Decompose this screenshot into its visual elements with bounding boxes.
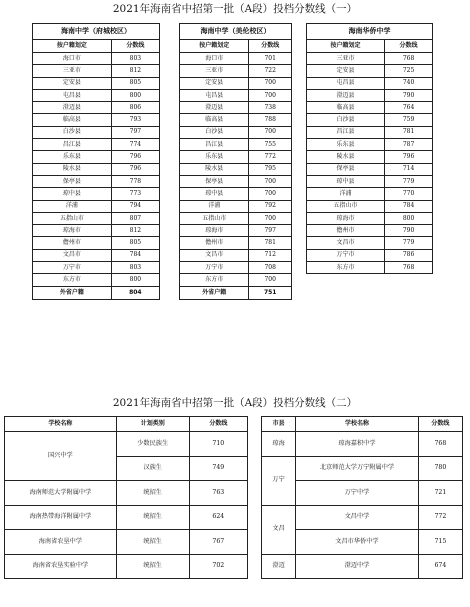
region-cell: 洋浦 [180, 200, 249, 212]
score-cell: 812 [111, 225, 159, 237]
score-cell: 701 [249, 53, 292, 65]
school-name: 海南中学（府城校区） [33, 24, 160, 40]
table-row [180, 249, 292, 261]
score-cell: 780 [418, 456, 462, 481]
table-huaqiao [306, 23, 433, 274]
table-row [5, 554, 248, 579]
table-row [5, 530, 248, 555]
region-cell: 屯昌县 [180, 89, 249, 101]
table-row [307, 89, 433, 101]
score-cell: 770 [385, 188, 433, 200]
table-row [180, 163, 292, 175]
score-cell: 796 [111, 151, 159, 163]
table-row [307, 175, 433, 187]
score-cell: 797 [111, 126, 159, 138]
region-cell: 保亭县 [180, 175, 249, 187]
score-cell: 740 [385, 77, 433, 89]
score-cell: 772 [418, 505, 462, 530]
table-row [180, 114, 292, 126]
table-row [307, 139, 433, 151]
table-row [180, 65, 292, 77]
table-row [180, 212, 292, 224]
table-row [33, 77, 160, 89]
score-cell: 800 [111, 274, 159, 286]
col-score-header: 分数线 [385, 40, 433, 53]
region-cell: 五指山市 [180, 212, 249, 224]
score-cell: 790 [385, 225, 433, 237]
region-cell: 儋州市 [33, 237, 112, 249]
region-cell: 陵水县 [307, 151, 385, 163]
table-row [307, 65, 433, 77]
score-cell: 803 [111, 262, 159, 274]
table-row [5, 481, 248, 506]
table-row [33, 163, 160, 175]
table-row [180, 274, 292, 286]
score-cell: 721 [418, 481, 462, 506]
table-row [307, 151, 433, 163]
table-row [180, 77, 292, 89]
region-cell: 定安县 [33, 77, 112, 89]
county-cell: 万宁 [262, 456, 296, 505]
region-cell: 文昌市 [33, 249, 112, 261]
col-county-header: 市县 [262, 417, 296, 432]
score-cell: 700 [249, 212, 292, 224]
region-cell: 临高县 [33, 114, 112, 126]
region-cell: 琼中县 [33, 188, 112, 200]
score-cell: 768 [385, 53, 433, 65]
footer-label: 外省户籍 [33, 286, 112, 299]
table-row [33, 53, 160, 65]
region-cell: 白沙县 [33, 126, 112, 138]
col-school-header: 学校名称 [296, 417, 419, 432]
region-cell: 东方市 [33, 274, 112, 286]
score-cell: 781 [249, 237, 292, 249]
region-cell: 乐东县 [307, 139, 385, 151]
region-cell: 临高县 [307, 102, 385, 114]
score-cell: 787 [385, 139, 433, 151]
school-name: 海南中学（美伦校区） [180, 24, 292, 40]
region-cell: 海口市 [180, 53, 249, 65]
school-cell: 澄迈中学 [296, 554, 419, 579]
region-cell: 乐东县 [180, 151, 249, 163]
table-row [180, 262, 292, 274]
table-row [5, 505, 248, 530]
score-cell: 715 [418, 530, 462, 555]
score-cell: 712 [249, 249, 292, 261]
table-row [307, 237, 433, 249]
score-cell: 774 [111, 139, 159, 151]
score-cell: 714 [385, 163, 433, 175]
col-school-header: 学校名称 [5, 417, 117, 432]
table-row [307, 53, 433, 65]
region-cell: 儋州市 [180, 237, 249, 249]
region-cell: 屯昌县 [33, 89, 112, 101]
school-cell: 文昌中学 [296, 505, 419, 530]
score-cell: 708 [249, 262, 292, 274]
score-cell: 674 [418, 554, 462, 579]
plan-cell: 统招生 [116, 481, 189, 506]
school-cell: 海南省农垦中学 [5, 530, 117, 555]
table-row [180, 139, 292, 151]
score-cell: 767 [189, 530, 247, 555]
page-title-1: 2021年海南省中招第一批（A段）投档分数线（一） [112, 3, 358, 15]
score-cell: 702 [189, 554, 247, 579]
plan-cell: 汉族生 [116, 456, 189, 481]
region-cell: 三亚市 [307, 53, 385, 65]
score-cell: 700 [249, 77, 292, 89]
score-cell: 786 [385, 249, 433, 261]
score-cell: 755 [249, 139, 292, 151]
region-cell: 东方市 [180, 274, 249, 286]
table-haikou-fucheng [32, 23, 160, 300]
school-cell: 北京师范大学万宁附属中学 [296, 456, 419, 481]
table-row [180, 102, 292, 114]
table-row [307, 114, 433, 126]
score-cell: 773 [111, 188, 159, 200]
page-title-2: 2021年海南省中招第一批（A段）投档分数线（二） [112, 397, 358, 409]
plan-cell: 统招生 [116, 530, 189, 555]
col-region-header: 按户籍划定 [307, 40, 385, 53]
score-cell: 778 [111, 175, 159, 187]
score-cell: 788 [249, 114, 292, 126]
table-row [307, 77, 433, 89]
region-cell: 保亭县 [33, 175, 112, 187]
score-cell: 725 [385, 65, 433, 77]
score-cell: 800 [385, 212, 433, 224]
region-cell: 琼海市 [180, 225, 249, 237]
region-cell: 万宁市 [307, 249, 385, 261]
score-cell: 700 [249, 175, 292, 187]
table-row [180, 237, 292, 249]
score-cell: 700 [249, 126, 292, 138]
col-plan-header: 计划类别 [116, 417, 189, 432]
score-cell: 792 [249, 200, 292, 212]
region-cell: 陵水县 [33, 163, 112, 175]
table-row [33, 151, 160, 163]
score-cell: 800 [111, 89, 159, 101]
footer-label: 外省户籍 [180, 286, 249, 299]
county-cell: 琼海 [262, 432, 296, 457]
table-county-schools [261, 416, 463, 579]
score-cell: 722 [249, 65, 292, 77]
region-cell: 琼中县 [180, 188, 249, 200]
region-cell: 文昌市 [307, 237, 385, 249]
region-cell: 琼海市 [307, 212, 385, 224]
region-cell: 东方市 [307, 262, 385, 274]
score-cell: 784 [111, 249, 159, 261]
table-row [33, 175, 160, 187]
score-cell: 807 [111, 212, 159, 224]
col-score-header: 分数线 [189, 417, 247, 432]
table-row [262, 432, 463, 457]
region-cell: 五指山市 [33, 212, 112, 224]
table-row [33, 274, 160, 286]
table-row [33, 89, 160, 101]
col-region-header: 按户籍划定 [33, 40, 112, 53]
score-cell: 794 [111, 200, 159, 212]
table-row [180, 89, 292, 101]
table-row [33, 237, 160, 249]
region-cell: 琼海市 [33, 225, 112, 237]
score-cell: 768 [418, 432, 462, 457]
region-cell: 屯昌县 [307, 77, 385, 89]
region-cell: 白沙县 [307, 114, 385, 126]
table-row [307, 225, 433, 237]
score-cell: 763 [189, 481, 247, 506]
table-row [262, 505, 463, 530]
score-cell: 700 [249, 188, 292, 200]
table-row [33, 65, 160, 77]
table-row [5, 432, 248, 457]
table-row [262, 456, 463, 481]
region-cell: 澄迈县 [180, 102, 249, 114]
col-region-header: 按户籍划定 [180, 40, 249, 53]
score-cell: 759 [385, 114, 433, 126]
school-cell: 海南热带海洋附属中学 [5, 505, 117, 530]
table-row [33, 114, 160, 126]
school-cell: 国兴中学 [5, 432, 117, 481]
school-cell: 琼海嘉积中学 [296, 432, 419, 457]
plan-cell: 统招生 [116, 505, 189, 530]
region-cell: 临高县 [180, 114, 249, 126]
score-cell: 768 [385, 262, 433, 274]
table-row [180, 175, 292, 187]
table-row [33, 200, 160, 212]
score-cell: 764 [385, 102, 433, 114]
region-cell: 定安县 [180, 77, 249, 89]
score-cell: 700 [249, 89, 292, 101]
table-row [180, 53, 292, 65]
table-row [307, 249, 433, 261]
region-cell: 定安县 [307, 65, 385, 77]
score-cell: 749 [189, 456, 247, 481]
score-cell: 779 [385, 175, 433, 187]
table-row [307, 163, 433, 175]
table-row [33, 212, 160, 224]
school-name: 海南华侨中学 [307, 24, 433, 40]
score-cell: 772 [249, 151, 292, 163]
school-cell: 海南省农垦实验中学 [5, 554, 117, 579]
table-haikou-meilun [179, 23, 292, 300]
score-cell: 795 [249, 163, 292, 175]
region-cell: 海口市 [33, 53, 112, 65]
region-cell: 三亚市 [180, 65, 249, 77]
col-score-header: 分数线 [249, 40, 292, 53]
table-row [33, 262, 160, 274]
footer-score: 751 [249, 286, 292, 299]
table-row [33, 102, 160, 114]
plan-cell: 统招生 [116, 554, 189, 579]
score-cell: 796 [385, 151, 433, 163]
table-row [307, 102, 433, 114]
table-row [180, 225, 292, 237]
table-row [33, 188, 160, 200]
score-cell: 803 [111, 53, 159, 65]
region-cell: 文昌市 [180, 249, 249, 261]
score-cell: 700 [249, 274, 292, 286]
plan-cell: 少数民族生 [116, 432, 189, 457]
region-cell: 澄迈县 [33, 102, 112, 114]
score-cell: 796 [111, 163, 159, 175]
region-cell: 三亚市 [33, 65, 112, 77]
region-cell: 万宁市 [180, 262, 249, 274]
school-cell: 文昌市华侨中学 [296, 530, 419, 555]
region-cell: 琼中县 [307, 175, 385, 187]
region-cell: 乐东县 [33, 151, 112, 163]
score-cell: 805 [111, 77, 159, 89]
county-cell: 文昌 [262, 505, 296, 554]
score-cell: 779 [385, 237, 433, 249]
school-cell: 万宁中学 [296, 481, 419, 506]
table-row [33, 139, 160, 151]
col-score-header: 分数线 [418, 417, 462, 432]
score-cell: 624 [189, 505, 247, 530]
region-cell: 昌江县 [180, 139, 249, 151]
region-cell: 澄迈县 [307, 89, 385, 101]
score-cell: 738 [249, 102, 292, 114]
table-row [180, 126, 292, 138]
region-cell: 五指山市 [307, 200, 385, 212]
score-cell: 812 [111, 65, 159, 77]
score-cell: 790 [385, 89, 433, 101]
table-row [180, 151, 292, 163]
table-row [180, 188, 292, 200]
score-cell: 805 [111, 237, 159, 249]
table-row [180, 200, 292, 212]
region-cell: 陵水县 [180, 163, 249, 175]
school-cell: 海南师范大学附属中学 [5, 481, 117, 506]
region-cell: 昌江县 [33, 139, 112, 151]
region-cell: 洋浦 [33, 200, 112, 212]
score-cell: 781 [385, 126, 433, 138]
score-cell: 797 [249, 225, 292, 237]
table-row [33, 126, 160, 138]
table-other-schools [4, 416, 248, 579]
region-cell: 儋州市 [307, 225, 385, 237]
score-cell: 793 [111, 114, 159, 126]
table-row [307, 262, 433, 274]
table-row [307, 212, 433, 224]
col-score-header: 分数线 [111, 40, 159, 53]
score-cell: 784 [385, 200, 433, 212]
region-cell: 洋浦 [307, 188, 385, 200]
table-row [262, 554, 463, 579]
region-cell: 保亭县 [307, 163, 385, 175]
table-row [307, 188, 433, 200]
table-row [33, 225, 160, 237]
table-row [307, 200, 433, 212]
region-cell: 白沙县 [180, 126, 249, 138]
region-cell: 昌江县 [307, 126, 385, 138]
table-row [33, 249, 160, 261]
county-cell: 澄迈 [262, 554, 296, 579]
score-cell: 806 [111, 102, 159, 114]
score-cell: 710 [189, 432, 247, 457]
table-row [307, 126, 433, 138]
footer-score: 804 [111, 286, 159, 299]
region-cell: 万宁市 [33, 262, 112, 274]
